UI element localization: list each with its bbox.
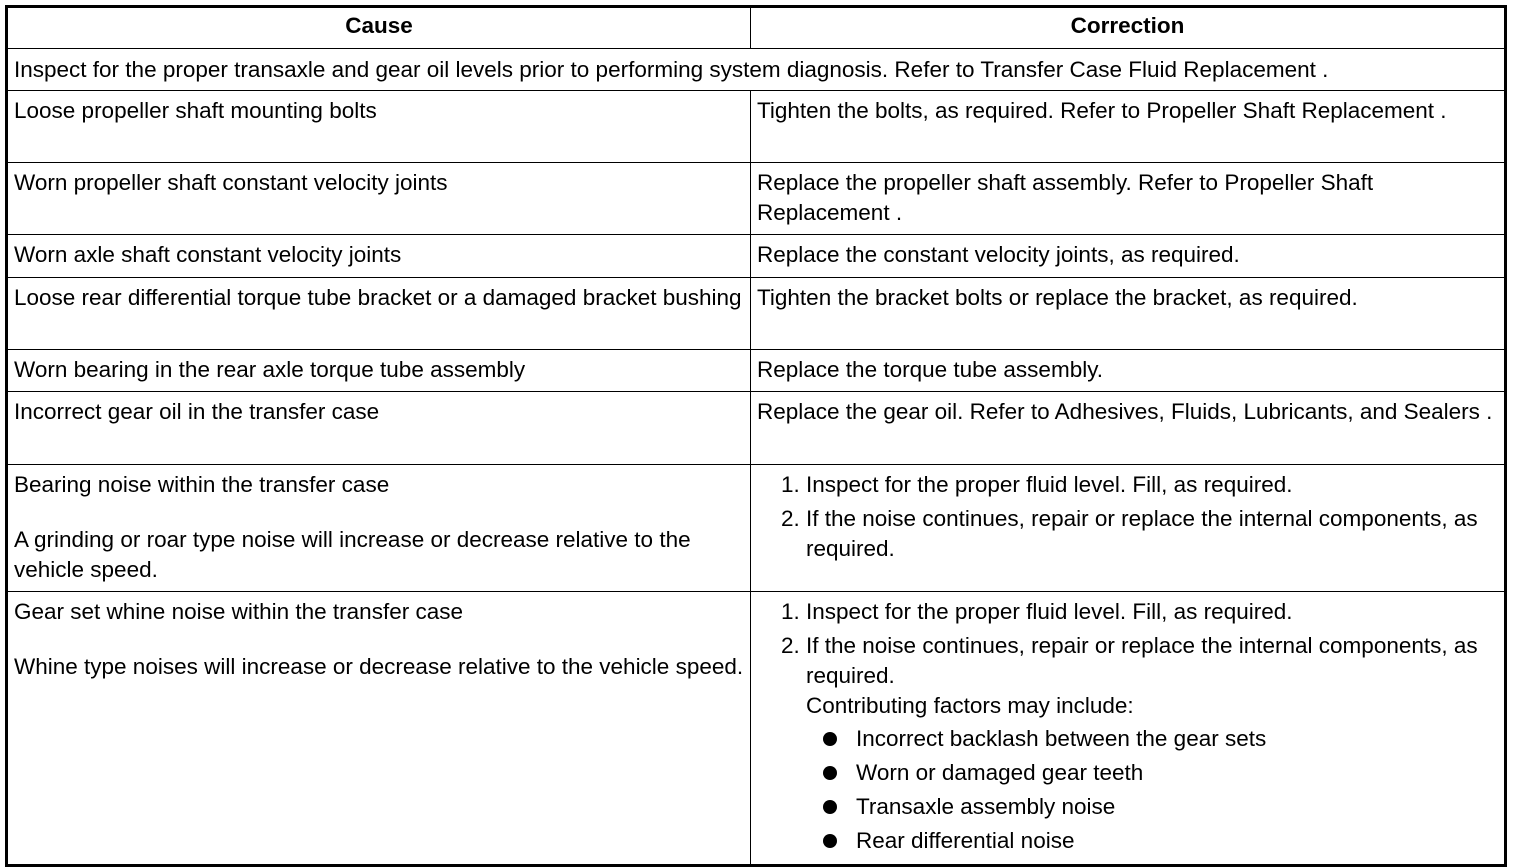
step-item: 1. Inspect for the proper fluid level. Fill, as required.	[806, 597, 1498, 627]
factor-item	[856, 826, 1498, 856]
header-cause: Cause	[7, 7, 751, 49]
header-row	[7, 7, 1506, 49]
factors-list	[806, 724, 1498, 856]
cause-cell	[7, 592, 751, 866]
bullet-icon	[823, 834, 837, 848]
table-row	[7, 163, 1506, 235]
factor-text: Transaxle assembly noise	[856, 794, 1116, 819]
factors-intro: Contributing factors may include:	[806, 693, 1134, 718]
step-item: 2. If the noise continues, repair or replace the internal components, as required.	[806, 504, 1498, 564]
cause-title: Bearing noise within the transfer case	[14, 472, 390, 497]
table-row	[7, 278, 1506, 350]
table-row-gearset-noise	[7, 592, 1506, 866]
note-cell: Inspect for the proper transaxle and gear oil levels prior to performing system diagnosis. Refer to Transfer Case Fluid Replacement .	[7, 49, 1506, 91]
step-text: If the noise continues, repair or replace the internal components, as required.	[806, 633, 1478, 688]
cause-cell: Loose rear differential torque tube bracket or a damaged bracket bushing	[7, 278, 751, 350]
correction-steps	[757, 597, 1498, 856]
factor-item	[856, 724, 1498, 754]
correction-steps	[757, 470, 1498, 564]
correction-cell: Tighten the bracket bolts or replace the bracket, as required.	[751, 278, 1506, 350]
cause-cell: Incorrect gear oil in the transfer case	[7, 392, 751, 465]
bullet-icon	[823, 732, 837, 746]
correction-cell: Replace the propeller shaft assembly. Refer to Propeller Shaft Replacement .	[751, 163, 1506, 235]
cause-cell: Loose propeller shaft mounting bolts	[7, 91, 751, 163]
header-correction: Correction	[751, 7, 1506, 49]
table-row	[7, 235, 1506, 278]
correction-cell: Replace the gear oil. Refer to Adhesives, Fluids, Lubricants, and Sealers .	[751, 392, 1506, 465]
cause-detail: A grinding or roar type noise will increase or decrease relative to the vehicle speed.	[14, 527, 691, 582]
step-item: 1. Inspect for the proper fluid level. Fill, as required.	[806, 470, 1498, 500]
bullet-icon	[823, 800, 837, 814]
cause-cell	[7, 465, 751, 592]
cause-title: Gear set whine noise within the transfer case	[14, 599, 463, 624]
correction-cell	[751, 592, 1506, 866]
correction-cell: Replace the torque tube assembly.	[751, 350, 1506, 392]
factor-text: Worn or damaged gear teeth	[856, 760, 1144, 785]
table-row-bearing-noise	[7, 465, 1506, 592]
table-row	[7, 91, 1506, 163]
factor-text: Rear differential noise	[856, 828, 1075, 853]
factor-text: Incorrect backlash between the gear sets	[856, 726, 1267, 751]
cause-cell: Worn axle shaft constant velocity joints	[7, 235, 751, 278]
table-row	[7, 392, 1506, 465]
cause-cell: Worn propeller shaft constant velocity joints	[7, 163, 751, 235]
correction-cell: Tighten the bolts, as required. Refer to Propeller Shaft Replacement .	[751, 91, 1506, 163]
correction-cell: Replace the constant velocity joints, as required.	[751, 235, 1506, 278]
cause-cell: Worn bearing in the rear axle torque tube assembly	[7, 350, 751, 392]
correction-cell	[751, 465, 1506, 592]
factor-item	[856, 792, 1498, 822]
bullet-icon	[823, 766, 837, 780]
note-row	[7, 49, 1506, 91]
diagnostic-table	[5, 5, 1507, 867]
table-row	[7, 350, 1506, 392]
factor-item	[856, 758, 1498, 788]
cause-detail: Whine type noises will increase or decrease relative to the vehicle speed.	[14, 654, 744, 679]
step-item	[806, 631, 1498, 856]
